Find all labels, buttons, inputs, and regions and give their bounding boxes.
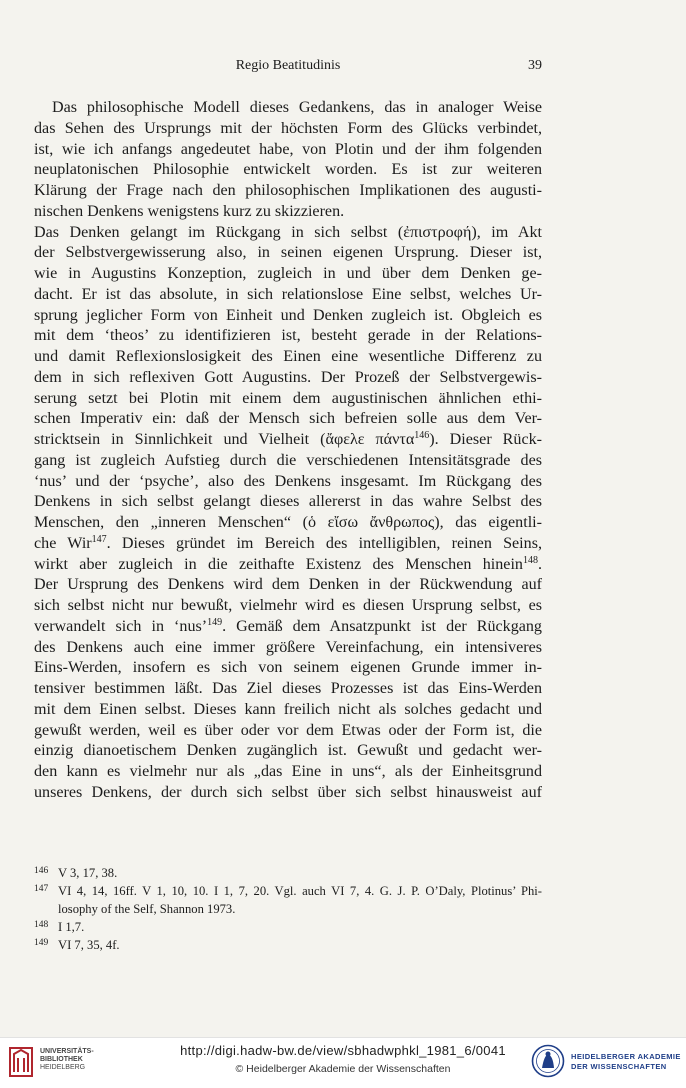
text-line: und damit Reflexionslosigkeit des Einen eine wesentliche Differenz zu (34, 348, 542, 365)
text-line: nischen Denkens wenigstens kurz zu skizzieren. (34, 202, 345, 220)
text-line: wie in Augustins Konzeption, zugleich in und über dem Denken ge- (34, 265, 542, 282)
text-line: Klärung der Frage nach den philosophischen Implikationen des augusti- (34, 182, 542, 199)
text-fragment: . Dieses gründet im Bereich des intelligiblen, reinen Seins, (106, 534, 542, 552)
academy-name-line: HEIDELBERGER AKADEMIE (571, 1052, 681, 1061)
footnote-text: losophy of the Self, Shannon 1973. (58, 902, 236, 916)
library-name-line: HEIDELBERG (40, 1064, 86, 1071)
text-line: mit dem Einen selbst. Dieses kann freilich nicht als solches gedacht und (34, 700, 542, 718)
viewer-footer (0, 1037, 686, 1088)
footnote-number: 149 (34, 938, 49, 948)
running-title: Regio Beatitudinis (235, 58, 341, 73)
footnotes (34, 864, 542, 954)
text-fragment: verwandelt sich in ‘nus’ (34, 617, 208, 635)
text-line: einzig dianoetischem Denken zugänglich ist. Gewußt und gedacht wer- (34, 742, 542, 760)
text-line: sprung jeglicher Form von Einheit und Denken zugleich ist. Obgleich es (34, 306, 542, 324)
text-line: serung setzt bei Plotin mit einem dem augustinischen ähnlichen ethi- (34, 389, 542, 407)
text-line (34, 534, 542, 555)
text-fragment: ). Dieser Rück- (429, 431, 543, 448)
page-number: 39 (528, 58, 542, 73)
text-line: tensiver bestimmen läßt. Das Ziel dieses Prozesses ist das Eins-Werden (34, 680, 542, 697)
text-line: Menschen, den „inneren Menschen“ (ὁ εἴσω ἄνθρωπος), das eigentli- (34, 514, 542, 531)
text-line: der Selbstvergewisserung also, in seinen eigenen Ursprung. Dieser ist, (34, 244, 542, 262)
text-line: ist, wie ich anfangs angedeutet habe, von Plotin und der ihm folgenden (34, 140, 542, 158)
academy-name-line: DER WISSENSCHAFTEN (571, 1061, 667, 1071)
running-header (34, 58, 542, 80)
footnote-number: 148 (34, 920, 49, 930)
text-line: unseres Denkens, der durch sich selbst über sich selbst hinausweist auf (34, 783, 542, 801)
text-line: sich selbst nicht nur bewußt, vielmehr wird es diesen Ursprung selbst, es (34, 597, 542, 614)
text-line: gewußt werden, weil es über oder vor dem Etwas oder der Form ist, die (34, 721, 542, 739)
copyright-notice: © Heidelberger Akademie der Wissenschaften (235, 1063, 451, 1075)
footnote-number: 146 (34, 866, 49, 876)
academy-seal-icon (531, 1044, 565, 1078)
text-line: Das philosophische Modell dieses Gedankens, das in analoger Weise (52, 99, 542, 116)
footnote-ref[interactable]: 146 (414, 430, 430, 441)
footnote-ref[interactable]: 148 (522, 554, 538, 566)
footnote-number: 147 (34, 884, 49, 894)
text-line (34, 555, 542, 576)
text-fragment: wirkt aber zugleich in die zeithafte Existenz des Menschen hinein (34, 555, 523, 573)
footnote (34, 864, 542, 882)
text-fragment: che Wir (34, 534, 92, 552)
footnote-text: I 1,7. (58, 920, 85, 934)
text-line: ‘nus’ und der ‘psyche’, also des Denkens insgesamt. Im Rückgang des (34, 472, 542, 490)
footnote-ref[interactable]: 149 (207, 616, 223, 628)
text-line: Eins-Werden, insofern es sich von seinem eigenen Grunde immer in- (34, 659, 542, 677)
text-fragment: stricktsein in Sinnlichkeit und Vielheit (ἄφελε πάντα (34, 431, 415, 448)
text-line (34, 617, 542, 638)
footnote-text: VI 4, 14, 16ff. V 1, 10, 10. I 1, 7, 20. Vgl. auch VI 7, 4. G. J. P. O’Daly, Plotinus’ Phi- (58, 884, 542, 898)
text-line: des Denkens auch eine immer größere Vereinfachung, ein intensiveres (34, 638, 542, 656)
footnote-text: V 3, 17, 38. (58, 866, 118, 880)
footnote-text: VI 7, 35, 4f. (58, 938, 120, 952)
footnote (34, 918, 542, 936)
text-line (34, 430, 542, 451)
text-line: Denkens in sich selbst gelangt dieses allererst in das wahre Selbst des (34, 493, 542, 511)
text-line: gang ist zugleich Aufstieg durch die verschiedenen Intensitätsgrade des (34, 451, 542, 469)
text-fragment: . Gemäß dem Ansatzpunkt ist der Rückgang (222, 617, 542, 635)
text-fragment: . (537, 555, 542, 573)
text-line: den kann es vielmehr nur als „das Eine in uns“, als der Einheitsgrund (34, 763, 542, 780)
footnote (34, 882, 542, 918)
footnote-ref[interactable]: 147 (91, 533, 107, 545)
footnote (34, 936, 542, 954)
academy-name (571, 1052, 681, 1071)
text-line: dem in sich reflexiven Gott Augustins. Der Prozeß der Selbstvergewis- (34, 368, 542, 386)
library-name-line: BIBLIOTHEK (40, 1056, 83, 1063)
text-line: Das Denken gelangt im Rückgang in sich selbst (ἐπιστροφή), im Akt (34, 223, 542, 241)
permalink[interactable]: http://digi.hadw-bw.de/view/sbhadwphkl_1981_6/0041 (180, 1043, 506, 1058)
main-text (34, 98, 542, 804)
library-name-line: UNIVERSITÄTS- (40, 1048, 94, 1055)
text-line: mit dem ‘theos’ zu identifizieren ist, besteht gerade in der Relations- (34, 327, 542, 345)
text-line: das Sehen des Ursprungs mit der höchsten Form des Glücks verbindet, (34, 119, 542, 137)
text-line: dacht. Er ist das absolute, in sich relationslose Eine selbst, welches Ur- (34, 285, 542, 303)
text-line: schen Imperativ ein: daß der Mensch sich befreien solle aus dem Ver- (34, 410, 542, 428)
text-line: Der Ursprung des Denkens wird dem Denken in der Rückwendung auf (34, 576, 542, 594)
text-line: neuplatonischen Philosophie entwickelt worden. Es ist zur weiteren (34, 161, 542, 179)
